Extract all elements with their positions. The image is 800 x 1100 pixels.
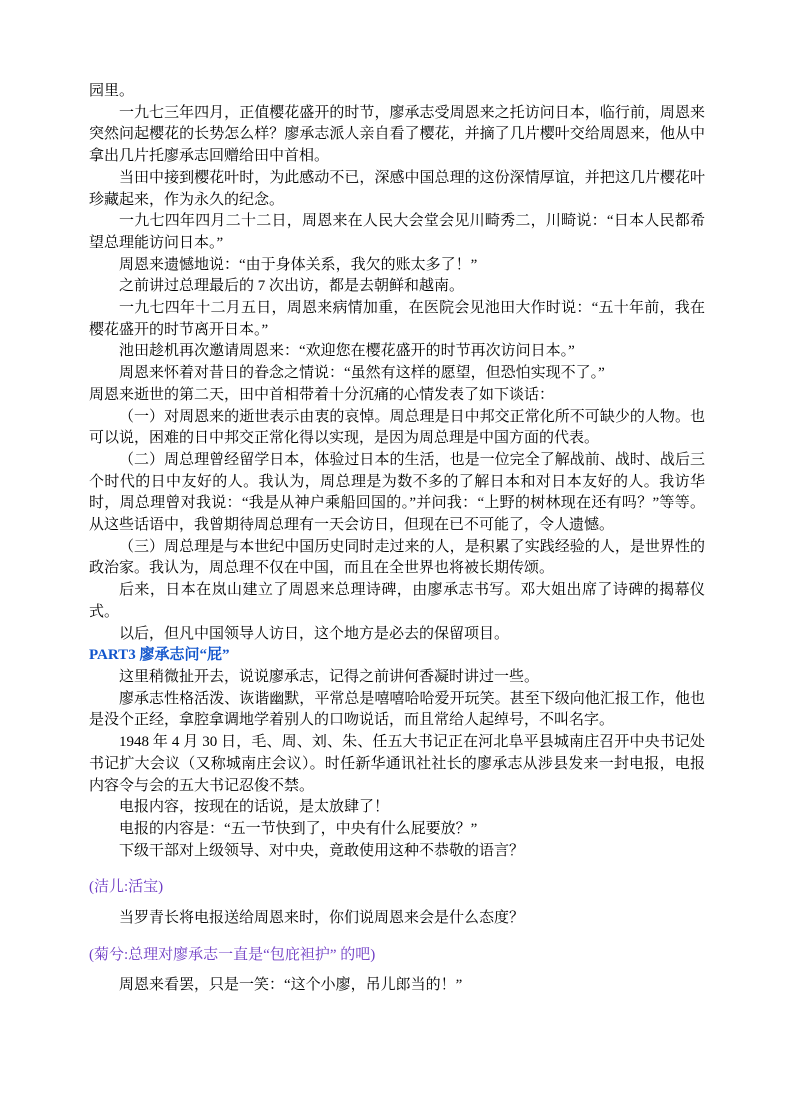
paragraph: 池田趁机再次邀请周恩来：“欢迎您在樱花盛开的时节再次访问日本。” [119,343,575,360]
paragraph: （二）周总理曾经留学日本，体验过日本的生活，也是一位完全了解战前、战时、战后三个时代的日中友好的人。我认为，周总理是为数不多的了解日本和对日本友好的人。我访华时，周总理曾对我说：“我是从神户乘船回国的。”并问我：“上野的树林现在还有吗？”等等。从这些话语中，我曾期待周总理有一天会访日，但现在已不可能了，令人遗憾。 [89,451,705,534]
paragraph: 周恩来遗憾地说：“由于身体关系，我欠的账太多了！” [119,256,478,273]
reader-comment: (洁儿:活宝) [89,879,164,896]
paragraph: 一九七三年四月，正值樱花盛开的时节，廖承志受周恩来之托访问日本，临行前，周恩来突然问起樱花的长势怎么样？廖承志派人亲自看了樱花，并摘了几片樱叶交给周恩来，他从中拿出几片托廖承志回赠给田中首相。 [89,104,705,165]
paragraph: 后来，日本在岚山建立了周恩来总理诗碑，由廖承志书写。邓大姐出席了诗碑的揭幕仪式。 [89,582,705,620]
paragraph: 下级干部对上级领导、对中央，竟敢使用这种不恭敬的语言？ [119,842,525,859]
paragraph: 周恩来看罢，只是一笑：“这个小廖，吊儿郎当的！” [119,977,463,994]
paragraph: 当田中接到樱花叶时，为此感动不已，深感中国总理的这份深情厚谊，并把这几片樱花叶珍藏起来，作为永久的纪念。 [89,169,705,208]
paragraph: （三）周总理是与本世纪中国历史同时走过来的人，是积累了实践经验的人，是世界性的政治家。我认为，周总理不仅在中国，而且在全世界也将被长期传颂。 [89,538,705,577]
paragraph: 电报内容，按现在的话说，是太放肆了！ [119,799,390,816]
paragraph: 廖承志性格活泼、诙谐幽默，平常总是嘻嘻哈哈爱开玩笑。甚至下级向他汇报工作，他也是没个正经，拿腔拿调地学着别人的口吻说话，而且常给人起绰号，不叫名字。 [89,690,705,729]
paragraph: 之前讲过总理最后的 7 次出访，都是去朝鲜和越南。 [119,278,465,295]
paragraph: 周恩来逝世的第二天，田中首相带着十分沉痛的心情发表了如下谈话： [89,386,555,403]
section-heading: PART3 廖承志问“屁” [89,647,230,664]
paragraph: 电报的内容是：“五一节快到了，中央有什么屁要放？” [119,820,478,837]
paragraph: （一）对周恩来的逝世表示由衷的哀悼。周总理是日中邦交正常化所不可缺少的人物。也可以说，困难的日中邦交正常化得以实现，是因为周总理是中国方面的代表。 [89,408,705,447]
paragraph: 这里稍微扯开去，说说廖承志，记得之前讲何香凝时讲过一些。 [119,668,540,685]
paragraph: 一九七四年十二月五日，周恩来病情加重，在医院会见池田大作时说：“五十年前，我在樱花盛开的时节离开日本。” [89,300,705,338]
paragraph: 园里。 [89,83,135,99]
paragraph: 以后，但凡中国领导人访日，这个地方是必去的保留项目。 [119,625,510,642]
paragraph: 一九七四年四月二十二日，周恩来在人民大会堂会见川畸秀二，川畸说：“日本人民都希望总理能访问日本。” [89,213,705,251]
paragraph: 当罗青长将电报送给周恩来时，你们说周恩来会是什么态度？ [119,910,525,927]
paragraph: 周恩来怀着对昔日的眷念之情说：“虽然有这样的愿望，但恐怕实现不了。” [119,365,605,382]
reader-comment: (菊兮:总理对廖承志一直是“包庇袒护” 的吧) [89,946,376,963]
paragraph: 1948 年 4 月 30 日，毛、周、刘、朱、任五大书记正在河北阜平县城南庄召开中央书记处书记扩大会议（又称城南庄会议）。时任新华通讯社社长的廖承志从涉县发来一封电报，电报内容令与会的五大书记忍俊不禁。 [89,734,705,794]
